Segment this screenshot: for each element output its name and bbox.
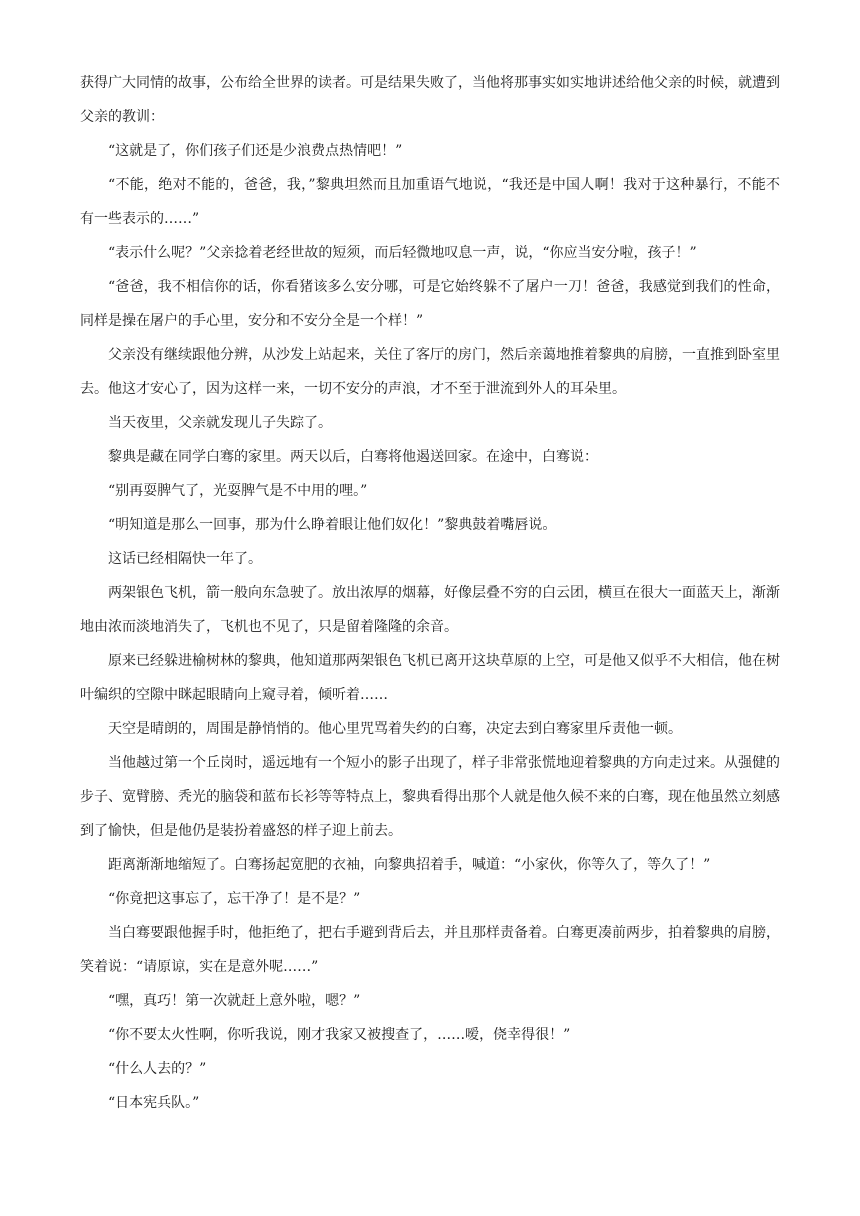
paragraph: 获得广大同情的故事，公布给全世界的读者。可是结果失败了，当他将那事实如实地讲述给他父亲的时候，就遭到父亲的教训： bbox=[80, 75, 780, 125]
paragraph: 天空是晴朗的，周围是静悄悄的。他心里咒骂着失约的白骞，决定去到白骞家里斥责他一顿。 bbox=[108, 721, 682, 737]
paragraph: “爸爸，我不相信你的话，你看猪该多么安分哪，可是它始终躲不了屠户一刀！爸爸，我感觉到我们的性命，同样是操在屠户的手心里，安分和不安分全是一个样！” bbox=[80, 279, 780, 329]
story-text bbox=[80, 66, 780, 1120]
paragraph: “表示什么呢？”父亲捻着老经世故的短须，而后轻微地叹息一声，说，“你应当安分啦，孩子！” bbox=[108, 245, 697, 261]
paragraph: “日本宪兵队。” bbox=[108, 1095, 200, 1111]
paragraph: “不能，绝对不能的，爸爸，我，”黎典坦然而且加重语气地说，“我还是中国人啊！我对于这种暴行，不能不有一些表示的……” bbox=[80, 177, 780, 227]
paragraph: 这话已经相隔快一年了。 bbox=[108, 551, 262, 567]
paragraph: 父亲没有继续跟他分辨，从沙发上站起来，关住了客厅的房门，然后亲蔼地推着黎典的肩膀，一直推到卧室里去。他这才安心了，因为这样一来，一切不安分的声浪，才不至于泄流到外人的耳朵里。 bbox=[80, 347, 780, 397]
paragraph: “别再耍脾气了，光耍脾气是不中用的哩。” bbox=[108, 483, 368, 499]
paragraph: “你竟把这事忘了，忘干净了！是不是？” bbox=[108, 891, 361, 907]
paragraph: “嘿，真巧！第一次就赶上意外啦，嗯？” bbox=[108, 993, 361, 1009]
paragraph: 黎典是藏在同学白骞的家里。两天以后，白骞将他遏送回家。在途中，白骞说： bbox=[108, 449, 598, 465]
paragraph: 当天夜里，父亲就发现儿子失踪了。 bbox=[108, 415, 332, 431]
paragraph: 距离渐渐地缩短了。白骞扬起宽肥的衣袖，向黎典招着手，喊道：“小家伙，你等久了，等久了！” bbox=[108, 857, 711, 873]
paragraph: “你不要太火性啊，你听我说，刚才我家又被搜查了，……嗳，侥幸得很！” bbox=[108, 1027, 571, 1043]
paragraph: “什么人去的？” bbox=[108, 1061, 207, 1077]
paragraph: 当他越过第一个丘岗时，遥远地有一个短小的影子出现了，样子非常张慌地迎着黎典的方向走过来。从强健的步子、宽臂膀、秃光的脑袋和蓝布长衫等等特点上，黎典看得出那个人就是他久候不来的白骞，现在他虽然立刻感到了愉快，但是他仍是装扮着盛怒的样子迎上前去。 bbox=[80, 755, 780, 839]
paragraph: 原来已经躲进榆树林的黎典，他知道那两架银色飞机已离开这块草原的上空，可是他又似乎不大相信，他在树叶编织的空隙中眯起眼睛向上窥寻着，倾听着…… bbox=[80, 653, 780, 703]
paragraph: 当白骞要跟他握手时，他拒绝了，把右手避到背后去，并且那样责备着。白骞更凑前两步，拍着黎典的肩膀，笑着说：“请原谅，实在是意外呢……” bbox=[80, 925, 780, 975]
paragraph: “明知道是那么一回事，那为什么睁着眼让他们奴化！”黎典鼓着嘴唇说。 bbox=[108, 517, 557, 533]
paragraph: 两架银色飞机，箭一般向东急驶了。放出浓厚的烟幕，好像层叠不穷的白云团，横亘在很大一面蓝天上，渐渐地由浓而淡地消失了，飞机也不见了，只是留着隆隆的余音。 bbox=[80, 585, 780, 635]
paragraph: “这就是了，你们孩子们还是少浪费点热情吧！” bbox=[108, 143, 403, 159]
